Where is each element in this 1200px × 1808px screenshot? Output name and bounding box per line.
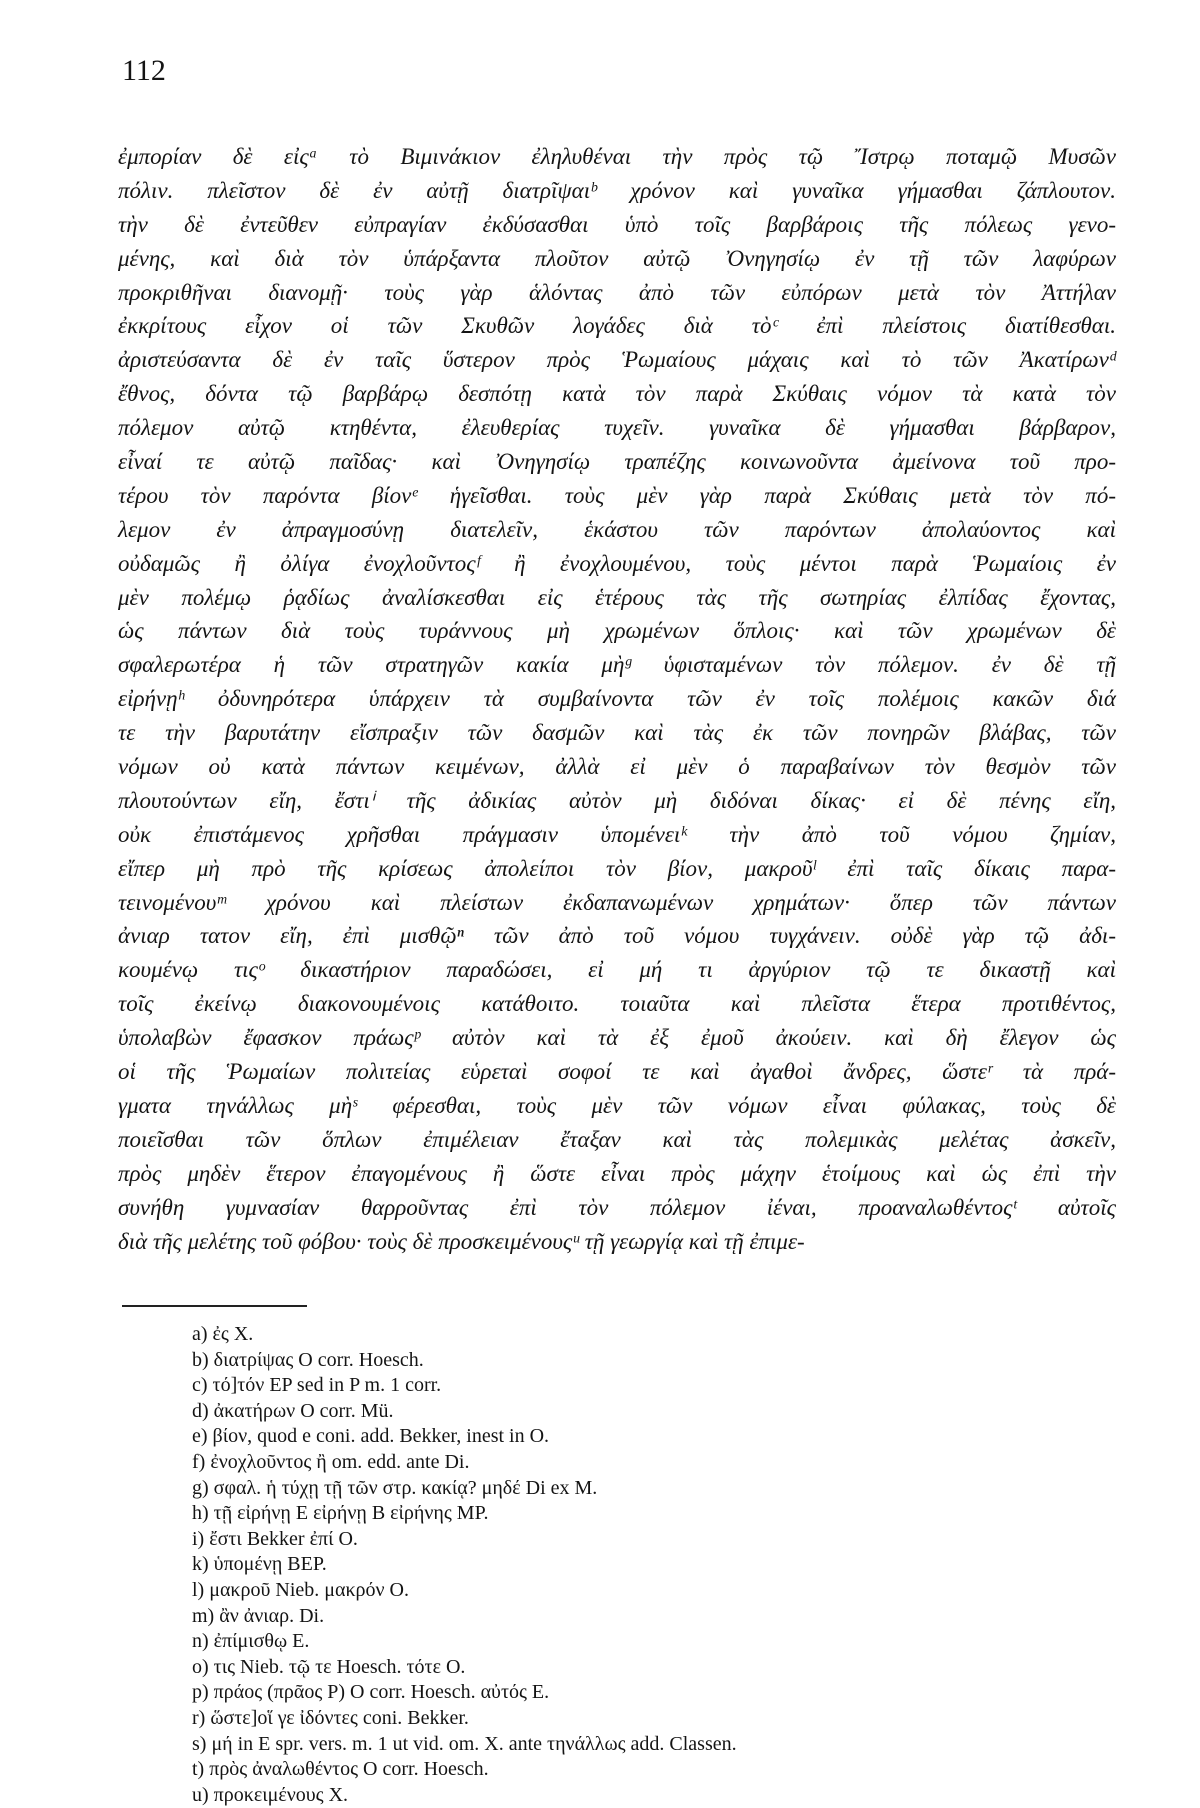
text-line: ὡς πάντων διὰ τοὺς τυράννους μὴ χρωμένων ὅπλοις· καὶ τῶν χρωμένων δὲ xyxy=(118,618,1116,644)
footnote: d) ἀκατήρων O corr. Mü. xyxy=(192,1399,394,1422)
text-line: τοῖς ἐκείνῳ διακονουμένοις κατάθοιτο. τοιαῦτα καὶ πλεῖστα ἕτερα προτιθέντος, xyxy=(118,991,1116,1017)
text-line: τεινομένουᵐ χρόνου καὶ πλείστων ἐκδαπανωμένων χρημάτων· ὅπερ τῶν πάντων xyxy=(118,889,1116,915)
text-line: μὲν πολέμῳ ῥᾳδίως ἀναλίσκεσθαι εἰς ἑτέρους τὰς τῆς σωτηρίας ἐλπίδας ἔχοντας, xyxy=(118,584,1116,610)
footnote: b) διατρίψας O corr. Hoesch. xyxy=(192,1348,424,1371)
text-line: διὰ τῆς μελέτης τοῦ φόβου· τοὺς δὲ προσκειμένουςᵘ τῇ γεωργίᾳ καὶ τῇ ἐπιμε- xyxy=(118,1228,805,1254)
footnote: u) προκειμένους X. xyxy=(192,1783,349,1806)
text-line: οἱ τῆς Ῥωμαίων πολιτείας εὑρεταὶ σοφοί τε καὶ ἀγαθοὶ ἄνδρες, ὥστεʳ τὰ πρά- xyxy=(118,1059,1116,1085)
footnote: o) τις Nieb. τῷ τε Hoesch. τότε O. xyxy=(192,1655,466,1678)
footnote: l) μακροῦ Nieb. μακρόν O. xyxy=(192,1578,410,1601)
text-line: γματα τηνάλλως μὴˢ φέρεσθαι, τοὺς μὲν τῶν νόμων εἶναι φύλακας, τοὺς δὲ xyxy=(118,1092,1116,1118)
text-line: εἶναί τε αὐτῷ παῖδας· καὶ Ὀνηγησίῳ τραπέζης κοινωνοῦντα ἀμείνονα τοῦ προ- xyxy=(118,449,1116,475)
text-line: ποιεῖσθαι τῶν ὅπλων ἐπιμέλειαν ἔταξαν καὶ τὰς πολεμικὰς μελέτας ἀσκεῖν, xyxy=(118,1126,1116,1152)
footnote: f) ἐνοχλοῦντος ἢ om. edd. ante Di. xyxy=(192,1450,470,1473)
footnote: h) τῇ εἰρήνῃ E εἰρήνῃ B εἰρήνης MP. xyxy=(192,1502,489,1525)
text-line: τέρου τὸν παρόντα βίονᵉ ἡγεῖσθαι. τοὺς μὲν γὰρ παρὰ Σκύθαις μετὰ τὸν πό- xyxy=(118,482,1116,508)
text-line: πόλιν. πλεῖστον δὲ ἐν αὐτῇ διατρῖψαιᵇ χρόνον καὶ γυναῖκα γήμασθαι ζάπλουτον. xyxy=(118,177,1116,203)
footnote: s) μή in E spr. vers. m. 1 ut vid. om. X. ante τηνάλλως add. Classen. xyxy=(192,1732,737,1755)
footnote: i) ἔστι Bekker ἐπί O. xyxy=(192,1527,358,1550)
text-line: προκριθῆναι διανομῇ· τοὺς γὰρ ἁλόντας ἀπὸ τῶν εὐπόρων μετὰ τὸν Ἀττήλαν xyxy=(118,279,1116,305)
text-line: σφαλερωτέρα ἡ τῶν στρατηγῶν κακία μὴᵍ ὑφισταμένων τὸν πόλεμον. ἐν δὲ τῇ xyxy=(118,652,1116,678)
footnote-divider xyxy=(122,1305,307,1307)
text-line: τὴν δὲ ἐντεῦθεν εὐπραγίαν ἐκδύσασθαι ὑπὸ τοῖς βαρβάροις τῆς πόλεως γενο- xyxy=(118,211,1116,237)
text-line: ἀνιαρ τατον εἴη, ἐπὶ μισθῷⁿ τῶν ἀπὸ τοῦ νόμου τυγχάνειν. οὐδὲ γὰρ τῷ ἀδι- xyxy=(118,923,1116,949)
text-line: εἴπερ μὴ πρὸ τῆς κρίσεως ἀπολείποι τὸν βίον, μακροῦˡ ἐπὶ ταῖς δίκαις παρα- xyxy=(118,855,1116,881)
text-line: πρὸς μηδὲν ἕτερον ἐπαγομένους ἢ ὥστε εἶναι πρὸς μάχην ἑτοίμους καὶ ὡς ἐπὶ τὴν xyxy=(118,1160,1116,1186)
footnote: r) ὥστε]οἵ γε ἰδόντες coni. Bekker. xyxy=(192,1706,469,1729)
text-line: συνήθη γυμνασίαν θαρροῦντας ἐπὶ τὸν πόλεμον ἰέναι, προαναλωθέντοςᵗ αὐτοῖς xyxy=(118,1194,1116,1220)
text-line: ὑπολαβὼν ἔφασκον πράωςᵖ αὐτὸν καὶ τὰ ἐξ ἐμοῦ ἀκούειν. καὶ δὴ ἔλεγον ὡς xyxy=(118,1025,1116,1051)
text-line: μένης, καὶ διὰ τὸν ὑπάρξαντα πλοῦτον αὐτῷ Ὀνηγησίῳ ἐν τῇ τῶν λαφύρων xyxy=(118,245,1116,271)
text-line: κουμένῳ τιςᵒ δικαστήριον παραδώσει, εἰ μή τι ἀργύριον τῷ τε δικαστῇ καὶ xyxy=(118,957,1116,983)
footnote: e) βίον, quod e coni. add. Bekker, inest in O. xyxy=(192,1425,550,1448)
footnote: m) ἂν ἀνιαρ. Di. xyxy=(192,1604,325,1627)
footnote: k) ὑπομένῃ BEP. xyxy=(192,1553,327,1576)
text-line: πόλεμον αὐτῷ κτηθέντα, ἐλευθερίας τυχεῖν. γυναῖκα δὲ γήμασθαι βάρβαρον, xyxy=(118,415,1116,441)
text-line: οὐδαμῶς ἢ ὀλίγα ἐνοχλοῦντοςᶠ ἢ ἐνοχλουμένου, τοὺς μέντοι παρὰ Ῥωμαίοις ἐν xyxy=(118,550,1116,576)
text-line: τε τὴν βαρυτάτην εἴσπραξιν τῶν δασμῶν καὶ τὰς ἐκ τῶν πονηρῶν βλάβας, τῶν xyxy=(118,720,1116,746)
text-line: ἀριστεύσαντα δὲ ἐν ταῖς ὕστερον πρὸς Ῥωμαίους μάχαις καὶ τὸ τῶν Ἀκατίρωνᵈ xyxy=(118,347,1116,373)
body-text xyxy=(118,140,1116,1258)
text-line: εἰρήνῃʰ ὀδυνηρότερα ὑπάρχειν τὰ συμβαίνοντα τῶν ἐν τοῖς πολέμοις κακῶν διά xyxy=(118,686,1116,712)
text-line: λεμον ἐν ἀπραγμοσύνῃ διατελεῖν, ἑκάστου τῶν παρόντων ἀπολαύοντος καὶ xyxy=(118,516,1116,542)
text-line: οὐκ ἐπιστάμενος χρῆσθαι πράγμασιν ὑπομένειᵏ τὴν ἀπὸ τοῦ νόμου ζημίαν, xyxy=(118,821,1116,847)
footnote: n) ἐπίμισθῳ E. xyxy=(192,1630,310,1653)
text-line: ἐμπορίαν δὲ εἰςᵃ τὸ Βιμινάκιον ἐληλυθέναι τὴν πρὸς τῷ Ἴστρῳ ποταμῷ Μυσῶν xyxy=(118,144,1116,169)
footnotes xyxy=(192,1322,737,1808)
text-line: ἔθνος, δόντα τῷ βαρβάρῳ δεσπότῃ κατὰ τὸν παρὰ Σκύθαις νόμον τὰ κατὰ τὸν xyxy=(118,381,1116,407)
footnote: c) τό]τόν EP sed in P m. 1 corr. xyxy=(192,1374,442,1397)
footnote: a) ἐς X. xyxy=(192,1323,254,1345)
page-number: 112 xyxy=(122,54,166,87)
footnote: p) πράος (πρᾶος P) O corr. Hoesch. αὐτός E. xyxy=(192,1681,550,1704)
text-line: ἐκκρίτους εἶχον οἱ τῶν Σκυθῶν λογάδες διὰ τὸᶜ ἐπὶ πλείστοις διατίθεσθαι. xyxy=(118,313,1116,339)
text-line: νόμων οὐ κατὰ πάντων κειμένων, ἀλλὰ εἰ μὲν ὁ παραβαίνων τὸν θεσμὸν τῶν xyxy=(118,754,1116,780)
footnote: t) πρὸς ἀναλωθέντος O corr. Hoesch. xyxy=(192,1758,489,1781)
footnote: g) σφαλ. ἡ τύχῃ τῇ τῶν στρ. κακίᾳ? μηδέ Di ex M. xyxy=(192,1476,598,1499)
text-line: πλουτούντων εἴη, ἔστιⁱ τῆς ἀδικίας αὐτὸν μὴ διδόναι δίκας· εἰ δὲ πένης εἴη, xyxy=(118,787,1116,813)
